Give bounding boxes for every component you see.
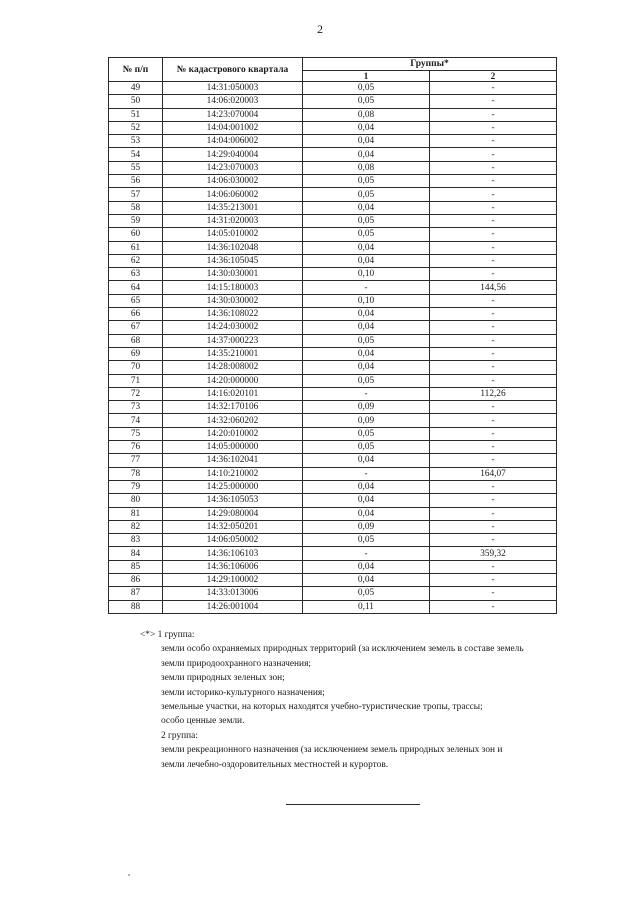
cadastral-quarter-cell: 14:32:170106 (163, 401, 303, 414)
group-2-cell: - (430, 214, 557, 227)
group-1-cell: 0,04 (303, 254, 430, 267)
table-row (109, 347, 557, 360)
row-number-cell: 70 (109, 361, 163, 374)
group-2-cell: - (430, 121, 557, 134)
row-number-cell: 66 (109, 308, 163, 321)
cadastral-quarter-cell: 14:16:020101 (163, 387, 303, 400)
table-row (109, 427, 557, 440)
footnote-line: земли лечебно-оздоровительных местностей и курортов. (161, 759, 389, 770)
row-number-cell: 81 (109, 507, 163, 520)
group-1-cell: 0,09 (303, 401, 430, 414)
cadastral-quarter-cell: 14:36:106103 (163, 547, 303, 560)
group-1-cell: - (303, 467, 430, 480)
group-1-cell: 0,05 (303, 587, 430, 600)
row-number-cell: 86 (109, 573, 163, 586)
footnote-line: земли историко-культурного назначения; (161, 687, 325, 698)
row-number-cell: 55 (109, 161, 163, 174)
footnote-first-line (140, 628, 610, 642)
header-cadastral-quarter: № кадастрового квартала (163, 58, 303, 82)
footnotes (140, 628, 610, 772)
group-2-cell: - (430, 534, 557, 547)
group-1-cell: 0,04 (303, 121, 430, 134)
row-number-cell: 72 (109, 387, 163, 400)
group-2-cell: - (430, 441, 557, 454)
group-1-cell: 0,09 (303, 414, 430, 427)
group-1-cell: - (303, 547, 430, 560)
group-2-cell: - (430, 507, 557, 520)
group-2-cell: 359,32 (430, 547, 557, 560)
cadastral-quarter-cell: 14:33:013006 (163, 587, 303, 600)
footnote-line: земли особо охраняемых природных территорий (за исключением земель в составе земель (161, 644, 524, 655)
group-1-cell: 0,05 (303, 441, 430, 454)
group-2-cell: - (430, 494, 557, 507)
group-2-cell: - (430, 108, 557, 121)
group-2-cell: - (430, 82, 557, 95)
row-number-cell: 51 (109, 108, 163, 121)
group-1-cell: 0,04 (303, 454, 430, 467)
row-number-cell: 85 (109, 560, 163, 573)
group-1-cell: 0,04 (303, 573, 430, 586)
group-2-cell: - (430, 188, 557, 201)
row-number-cell: 61 (109, 241, 163, 254)
cadastral-quarter-cell: 14:35:213001 (163, 201, 303, 214)
cadastral-quarter-cell: 14:24:030002 (163, 321, 303, 334)
row-number-cell: 73 (109, 401, 163, 414)
group-1-cell: 0,04 (303, 148, 430, 161)
group-2-cell: - (430, 374, 557, 387)
group-1-cell: 0,04 (303, 361, 430, 374)
group-2-cell: - (430, 321, 557, 334)
row-number-cell: 54 (109, 148, 163, 161)
row-number-cell: 78 (109, 467, 163, 480)
table-row (109, 82, 557, 95)
group-2-cell: - (430, 95, 557, 108)
group-1-cell: 0,10 (303, 294, 430, 307)
row-number-cell: 80 (109, 494, 163, 507)
group-2-cell: 144,56 (430, 281, 557, 294)
footnote-line: земли рекреационного назначения (за исключением земель природных зеленых зон и (161, 745, 503, 756)
group-2-cell: 112,26 (430, 387, 557, 400)
group-1-cell: 0,08 (303, 161, 430, 174)
row-number-cell: 83 (109, 534, 163, 547)
group-1-cell: 0,04 (303, 135, 430, 148)
cadastral-quarter-cell: 14:04:006002 (163, 135, 303, 148)
group-2-cell: - (430, 161, 557, 174)
cadastral-quarter-cell: 14:36:106006 (163, 560, 303, 573)
group-2-cell: - (430, 201, 557, 214)
cadastral-quarter-cell: 14:10:210002 (163, 467, 303, 480)
row-number-cell: 74 (109, 414, 163, 427)
group-2-cell: - (430, 148, 557, 161)
cadastral-quarter-cell: 14:06:020003 (163, 95, 303, 108)
footnote-line: 2 группа: (161, 730, 198, 741)
cadastral-quarter-cell: 14:05:010002 (163, 228, 303, 241)
cadastral-quarter-cell: 14:05:000000 (163, 441, 303, 454)
table-row (109, 401, 557, 414)
cadastral-quarter-cell: 14:29:100002 (163, 573, 303, 586)
cadastral-quarter-cell: 14:23:070004 (163, 108, 303, 121)
table-row (109, 587, 557, 600)
cadastral-quarter-cell: 14:35:210001 (163, 347, 303, 360)
table-row (109, 374, 557, 387)
cadastral-quarter-cell: 14:06:050002 (163, 534, 303, 547)
cadastral-quarter-cell: 14:32:050201 (163, 520, 303, 533)
footnote-line: земельные участки, на которых находятся учебно-туристические тропы, трассы; (161, 702, 483, 713)
table-row (109, 334, 557, 347)
group-1-cell: - (303, 281, 430, 294)
table-row (109, 467, 557, 480)
row-number-cell: 82 (109, 520, 163, 533)
table-row (109, 454, 557, 467)
group-2-cell: - (430, 414, 557, 427)
row-number-cell: 53 (109, 135, 163, 148)
row-number-cell: 52 (109, 121, 163, 134)
row-number-cell: 88 (109, 600, 163, 613)
group-1-cell: 0,05 (303, 334, 430, 347)
row-number-cell: 50 (109, 95, 163, 108)
footnote-marker: <*> (140, 630, 156, 640)
group-2-cell: - (430, 454, 557, 467)
row-number-cell: 64 (109, 281, 163, 294)
row-number-cell: 77 (109, 454, 163, 467)
table-row (109, 228, 557, 241)
table-row (109, 321, 557, 334)
table-row (109, 148, 557, 161)
group-1-cell: 0,04 (303, 321, 430, 334)
table-row (109, 308, 557, 321)
group-1-cell: 0,04 (303, 201, 430, 214)
table-row (109, 361, 557, 374)
group-1-cell: 0,04 (303, 494, 430, 507)
row-number-cell: 57 (109, 188, 163, 201)
cadastral-quarter-cell: 14:29:040004 (163, 148, 303, 161)
cadastral-groups-table (108, 57, 557, 614)
table-row (109, 547, 557, 560)
cadastral-quarter-cell: 14:28:008002 (163, 361, 303, 374)
group-2-cell: 164,07 (430, 467, 557, 480)
signature-line (286, 804, 420, 805)
group-2-cell: - (430, 308, 557, 321)
footnote-line: 1 группа: (155, 630, 195, 640)
cadastral-quarter-cell: 14:06:030002 (163, 175, 303, 188)
table-row (109, 214, 557, 227)
cadastral-quarter-cell: 14:15:180003 (163, 281, 303, 294)
group-2-cell: - (430, 401, 557, 414)
group-1-cell: 0,04 (303, 480, 430, 493)
table-row (109, 441, 557, 454)
cadastral-quarter-cell: 14:20:000000 (163, 374, 303, 387)
cadastral-quarter-cell: 14:29:080004 (163, 507, 303, 520)
table-row (109, 573, 557, 586)
group-1-cell: 0,04 (303, 560, 430, 573)
cadastral-quarter-cell: 14:31:050003 (163, 82, 303, 95)
row-number-cell: 76 (109, 441, 163, 454)
cadastral-quarter-cell: 14:26:001004 (163, 600, 303, 613)
group-2-cell: - (430, 175, 557, 188)
page-number: 2 (317, 22, 323, 36)
group-2-cell: - (430, 587, 557, 600)
table-row (109, 494, 557, 507)
table-row (109, 135, 557, 148)
table-row (109, 560, 557, 573)
row-number-cell: 60 (109, 228, 163, 241)
group-2-cell: - (430, 334, 557, 347)
cadastral-quarter-cell: 14:06:060002 (163, 188, 303, 201)
header-row-number: № п/п (109, 58, 163, 82)
cadastral-quarter-cell: 14:20:010002 (163, 427, 303, 440)
group-2-cell: - (430, 241, 557, 254)
footnote-line: земли природоохранного назначения; (161, 658, 311, 669)
table-row (109, 121, 557, 134)
cadastral-quarter-cell: 14:31:020003 (163, 214, 303, 227)
cadastral-quarter-cell: 14:30:030002 (163, 294, 303, 307)
scan-speck (128, 874, 130, 876)
group-1-cell: 0,05 (303, 175, 430, 188)
cadastral-quarter-cell: 14:36:102041 (163, 454, 303, 467)
cadastral-quarter-cell: 14:36:105045 (163, 254, 303, 267)
group-2-cell: - (430, 294, 557, 307)
group-1-cell: 0,04 (303, 241, 430, 254)
group-2-cell: - (430, 520, 557, 533)
table-row (109, 95, 557, 108)
header-groups: Группы* (303, 58, 557, 71)
table-row (109, 294, 557, 307)
cadastral-quarter-cell: 14:23:070003 (163, 161, 303, 174)
cadastral-quarter-cell: 14:04:001002 (163, 121, 303, 134)
group-1-cell: 0,04 (303, 507, 430, 520)
row-number-cell: 49 (109, 82, 163, 95)
row-number-cell: 84 (109, 547, 163, 560)
table-row (109, 520, 557, 533)
group-1-cell: 0,05 (303, 188, 430, 201)
table-row (109, 600, 557, 613)
group-2-cell: - (430, 480, 557, 493)
group-1-cell: 0,05 (303, 374, 430, 387)
row-number-cell: 71 (109, 374, 163, 387)
group-2-cell: - (430, 254, 557, 267)
group-2-cell: - (430, 268, 557, 281)
group-2-cell: - (430, 573, 557, 586)
group-2-cell: - (430, 228, 557, 241)
cadastral-quarter-cell: 14:30:030001 (163, 268, 303, 281)
row-number-cell: 58 (109, 201, 163, 214)
group-1-cell: 0,05 (303, 95, 430, 108)
cadastral-quarter-cell: 14:37:000223 (163, 334, 303, 347)
table-row (109, 188, 557, 201)
row-number-cell: 68 (109, 334, 163, 347)
group-1-cell: 0,05 (303, 228, 430, 241)
footnote-line: особо ценные земли. (161, 716, 245, 727)
group-2-cell: - (430, 361, 557, 374)
group-1-cell: 0,09 (303, 520, 430, 533)
row-number-cell: 62 (109, 254, 163, 267)
footnote-line: земли природных зеленых зон; (161, 673, 285, 684)
table-row (109, 161, 557, 174)
row-number-cell: 69 (109, 347, 163, 360)
table-row (109, 175, 557, 188)
table-row (109, 387, 557, 400)
row-number-cell: 59 (109, 214, 163, 227)
table-row (109, 241, 557, 254)
group-1-cell: 0,10 (303, 268, 430, 281)
group-2-cell: - (430, 427, 557, 440)
group-1-cell: 0,04 (303, 308, 430, 321)
group-2-cell: - (430, 135, 557, 148)
table-row (109, 108, 557, 121)
table-row (109, 268, 557, 281)
row-number-cell: 87 (109, 587, 163, 600)
table-row (109, 281, 557, 294)
group-1-cell: 0,05 (303, 214, 430, 227)
table-row (109, 507, 557, 520)
group-1-cell: 0,11 (303, 600, 430, 613)
row-number-cell: 63 (109, 268, 163, 281)
group-1-cell: 0,04 (303, 347, 430, 360)
header-group-1: 1 (303, 71, 430, 82)
table-row (109, 414, 557, 427)
table-row (109, 480, 557, 493)
cadastral-quarter-cell: 14:36:108022 (163, 308, 303, 321)
group-1-cell: 0,05 (303, 534, 430, 547)
table-body (109, 82, 557, 614)
cadastral-quarter-cell: 14:36:102048 (163, 241, 303, 254)
header-group-2: 2 (430, 71, 557, 82)
row-number-cell: 65 (109, 294, 163, 307)
table-row (109, 254, 557, 267)
table-row (109, 534, 557, 547)
row-number-cell: 67 (109, 321, 163, 334)
row-number-cell: 56 (109, 175, 163, 188)
group-1-cell: - (303, 387, 430, 400)
cadastral-quarter-cell: 14:25:000000 (163, 480, 303, 493)
group-1-cell: 0,05 (303, 82, 430, 95)
group-2-cell: - (430, 600, 557, 613)
cadastral-quarter-cell: 14:36:105053 (163, 494, 303, 507)
table-row (109, 201, 557, 214)
row-number-cell: 75 (109, 427, 163, 440)
row-number-cell: 79 (109, 480, 163, 493)
group-1-cell: 0,08 (303, 108, 430, 121)
group-2-cell: - (430, 347, 557, 360)
cadastral-quarter-cell: 14:32:060202 (163, 414, 303, 427)
group-1-cell: 0,05 (303, 427, 430, 440)
group-2-cell: - (430, 560, 557, 573)
